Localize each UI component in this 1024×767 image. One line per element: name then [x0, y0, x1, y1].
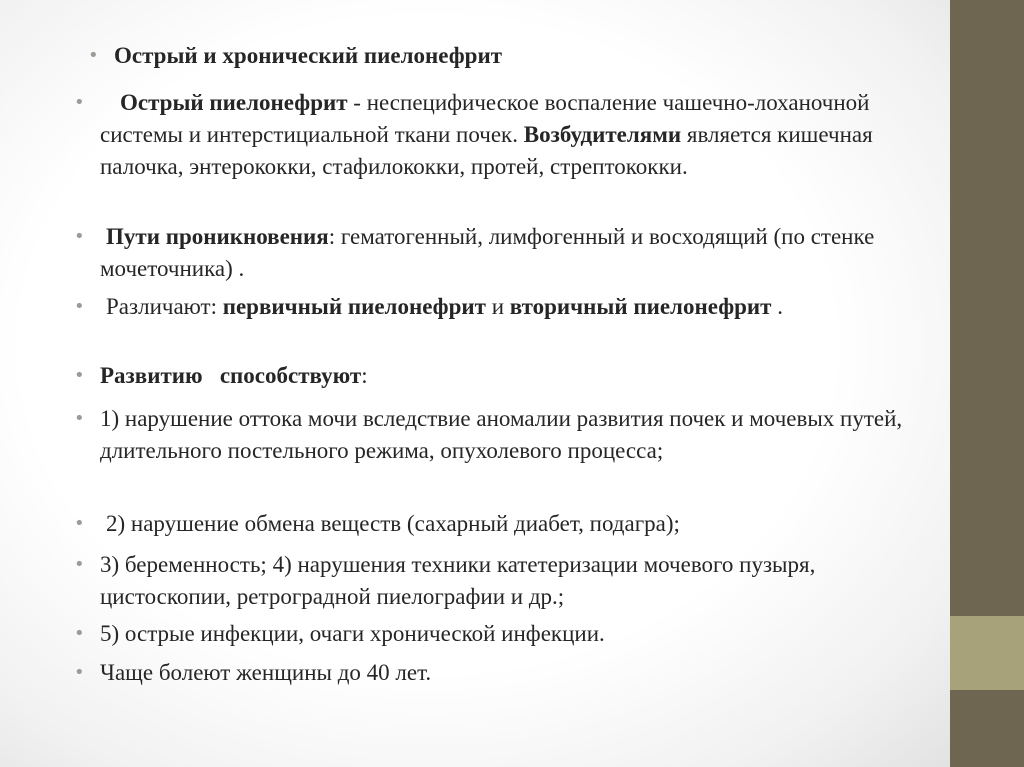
bullet-marker: •: [74, 662, 85, 683]
text-segment: 5) острые инфекции, очаги хронической инфекции.: [100, 621, 605, 646]
text-segment: 3) беременность; 4) нарушения техники катетеризации мочевого пузыря, цистоскопии, ретроградной пиелографии и др.;: [100, 552, 816, 609]
text-segment: Пути проникновения: [106, 224, 329, 249]
slide-title-item: [114, 40, 944, 72]
text-segment: : гематогенный, лимфогенный и восходящий (по стенке мочеточника) .: [100, 224, 875, 281]
list-item: [100, 618, 930, 650]
side-decoration-block: [950, 616, 1024, 690]
list-item: [100, 403, 930, 467]
bullet-marker: •: [74, 554, 85, 575]
text-segment: Развитию способствуют: [100, 363, 362, 388]
text-segment: .: [771, 294, 783, 319]
bullet-marker: •: [74, 365, 85, 386]
text-segment: вторичный пиелонефрит: [509, 294, 772, 319]
list-item: [100, 360, 930, 392]
bullet-marker: •: [74, 92, 85, 113]
text-segment: :: [361, 363, 368, 388]
list-item: [100, 221, 930, 285]
list-item: [100, 291, 930, 323]
text-segment: 2) нарушение обмена веществ (сахарный диабет, подагра);: [106, 511, 680, 536]
list-item: [100, 657, 930, 689]
text-segment: Чаще болеют женщины до 40 лет.: [100, 660, 432, 685]
bullet-marker: •: [74, 226, 85, 247]
text-segment: является кишечная палочка, энтерококки, стафилококки, протей, стрептококки.: [100, 122, 873, 179]
list-item: [100, 549, 930, 613]
bullet-marker: •: [74, 513, 85, 534]
text-segment: - неспецифическое воспаление чашечно-лоханочной системы и интерстициальной ткани почек.: [100, 90, 870, 147]
bullet-marker: •: [74, 296, 85, 317]
text-segment: Возбудителями: [523, 122, 682, 147]
text-segment: Различают:: [106, 294, 223, 319]
list-item: [100, 87, 930, 183]
list-item: [100, 508, 930, 540]
bullet-marker: •: [74, 408, 85, 429]
text-segment: первичный пиелонефрит: [222, 294, 486, 319]
text-segment: 1) нарушение оттока мочи вследствие аномалии развития почек и мочевых путей, длительного постельного режима, опухолевого процесса;: [100, 406, 903, 463]
text-segment: Острый и хронический пиелонефрит: [114, 43, 503, 68]
bullet-marker: •: [74, 623, 85, 644]
text-segment: и: [485, 294, 510, 319]
text-segment: Острый пиелонефрит: [120, 90, 348, 115]
bullet-marker: •: [88, 45, 99, 66]
